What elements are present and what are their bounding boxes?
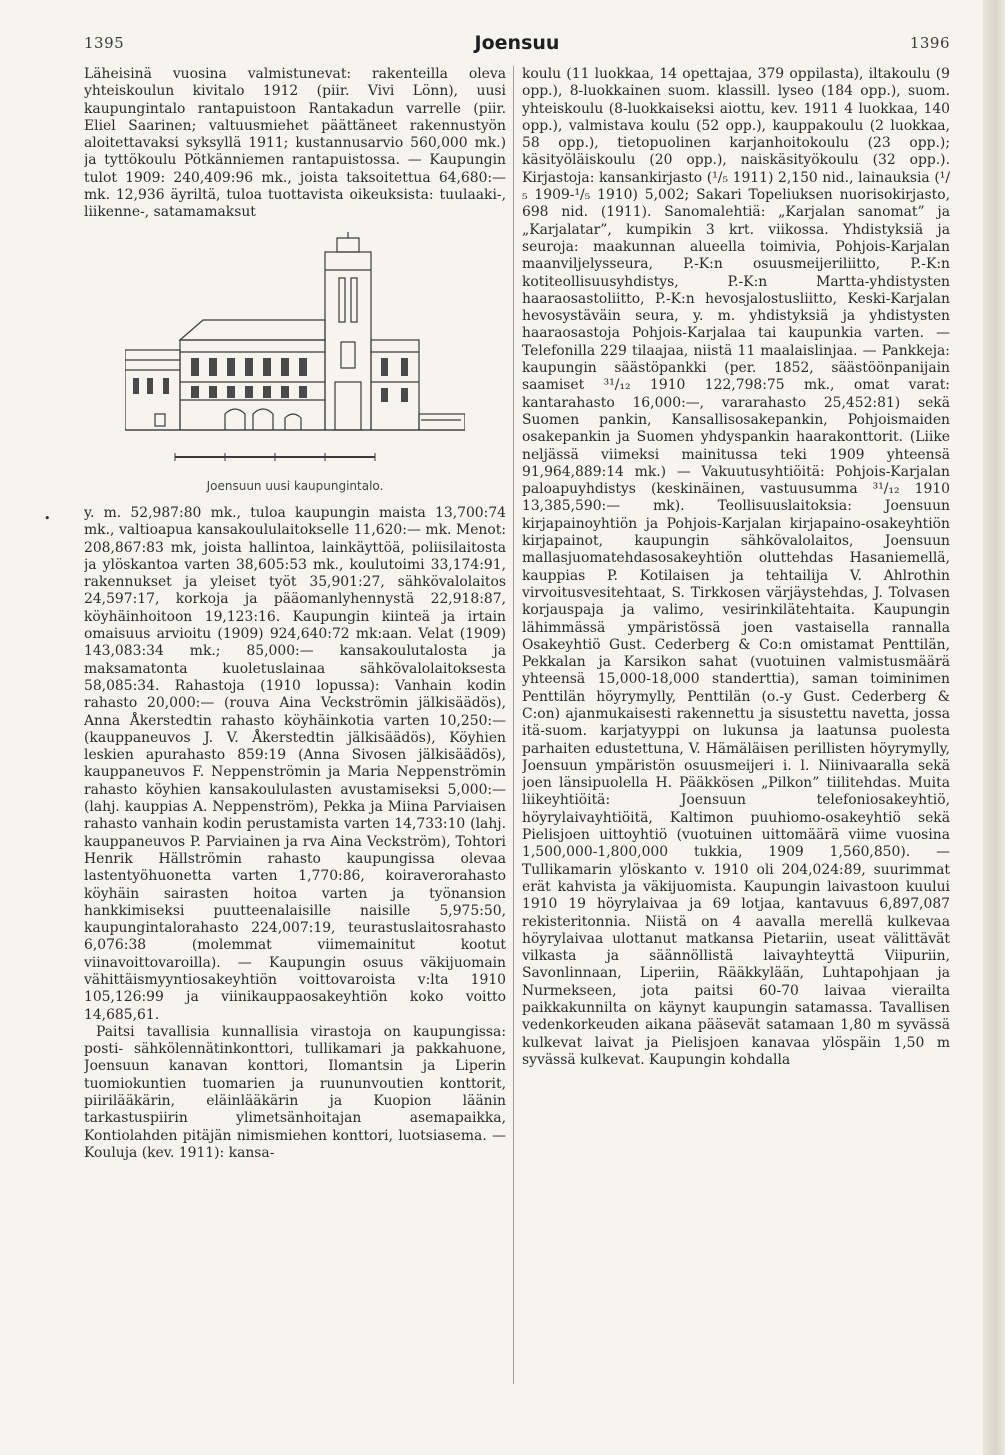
- column-divider: [513, 66, 514, 1384]
- town-hall-elevation-drawing: [125, 232, 465, 472]
- left-paragraph-2: y. m. 52,987:80 mk., tuloa kaupungin maista 13,700:74 mk., valtioapua kansakoululaitokselle 11,620:— mk. Menot: 208,867:83 mk, joista hallintoa, lainkäyttöä, poliisilaitosta ja ylöskantoa varten 38,605:53 mk., koulutoimi 33,174:91, rakennukset ja yleiset työt 35,901:27, sähkövalolaitos 24,597:17, korkoja ja pääomanlyhennystä 22,918:87, köyhäinhoitoon 19,123:16. Kaupungin kiinteä ja irtain omaisuus arvioitu (1909) 924,640:72 mk:aan. Velat (1909) 143,083:34 mk.; 85,000:— kansakoulutalosta ja maksamatonta kuoletuslainaa sähkövalolaitoksesta 58,085:34. Rahastoja (1910 lopussa): Vanhain kodin rahasto 20,000:— (rouva Aina Veckströmin jälkisäädös), Anna Åkerstedtin rahasto köyhäinkotia varten 10,250:— (kauppaneuvos J. V. Åkerstedtin jälkisäädös), Köyhien leskien apurahasto 859:19 (Anna Sivosen jälkisäädös), kauppaneuvos F. Neppenströmin ja Maria Neppenströmin rahasto köyhien kansakoululasten avustamiseksi 5,000:— (lahj. kauppias A. Neppenström), Pekka ja Miina Parviaisen rahasto vanhain kodin perustamista varten 14,733:10 (lahj. kauppaneuvos P. Parviainen ja rva Aina Veckström), Tohtori Henrik Hällströmin rahasto kaupungissa olevaa lastentyöhuonetta varten 1,770:86, koiraverorahasto köyhäin sairasten hoitoa varten ja työnansion hankkimiseksi puutteenalaisille naisille 5,975:50, kaupungintalorahasto 224,007:19, teurastuslaitosrahasto 6,076:38 (molemmat viimemainitut kootut viinavoittovaroilla). — Kaupungin osuus väkijuomain vähittäismyyntiosakeyhtiön voittovaroista v:lta 1910 105,126:99 ja viinikauppaosakeyhtiön koko voitto 14,685,61.: [84, 504, 506, 1023]
- page-header: [84, 32, 950, 56]
- town-hall-figure: [125, 232, 465, 495]
- right-page-number: 1396: [909, 34, 950, 52]
- right-paragraph-1: koulu (11 luokkaa, 14 opettajaa, 379 oppilasta), iltakoulu (9 opp.), 8-luokkainen suom. klassill. lyseo (184 opp.), suom. yhteiskoulu (8-luokkaiseksi aiottu, kev. 1911 4 luokkaa, 140 opp.), valmistava koulu (52 opp.), kauppakoulu (2 luokkaa, 58 opp.), tietopuolinen karjanhoitokoulu (23 opp.); käsityöläiskoulu (20 opp.), naiskäsityökoulu (32 opp.). Kirjastoja: kansankirjasto (¹/₅ 1911) 2,150 nid., lainauksia (¹/₅ 1909-¹/₅ 1910) 5,002; Sakari Topeliuksen nuorisokirjasto, 698 nid. (1911). Sanomalehtiä: „Karjalan sanomat” ja „Karjalatar”, kumpikin 3 krt. viikossa. Yhdistyksiä ja seuroja: maakunnan alueella toimivia, Pohjois-Karjalan maanviljelysseura, P.-K:n osuusmeijeriliitto, P.-K:n kotiteollisuusyhdistys, P.-K:n Martta-yhdistysten haaraosastoliitto, P.-K:n hevosjalostusliitto, Keski-Karjalan hevosystäväin seura, y. m. yhdistyksiä ja yhdistysten haaraosastoja Pohjois-Karjalaa tai kaupunkia varten. — Telefonilla 229 tilaajaa, niistä 11 maalaislinjaa. — Pankkeja: kaupungin säästöpankki (per. 1852, säästöönpanijain saamiset ³¹/₁₂ 1910 122,798:75 mk., omat varat: kantarahasto 16,000:—, vararahasto 25,452:81) sekä Suomen pankin, Kansallisosakepankin, Pohjoismaiden osakepankin ja Suomen yhdyspankin haarakonttorit. (Liike neljässä viimeksi mainitussa teki 1909 yhteensä 91,964,889:14 mk.) — Vakuutusyhtiöitä: Pohjois-Karjalan paloapuyhdistys (keskinäinen, vastuusumma ³¹/₁₂ 1910 13,385,590:— mk). Teollisuuslaitoksia: Joensuun kirjapainoyhtiön ja Pohjois-Karjalan kirjapaino-osakeyhtiön kirjapainot, kaupungin sähkövalolaitos, Joensuun mallasjuomatehdasosakeyhtiön oluttehdas Hasaniemellä, kauppias P. Kotilaisen ja tehtailija V. Ahlrothin virvoitusvesitehtaat, S. Tirkkosen värjäystehdas, J. Tolvasen korjauspaja ja valimo, vesirinkilätehtaita. Kaupungin lähimmässä ympäristössä joen vastaisella rannalla Osakeyhtiö Gust. Cederberg & Co:n omistamat Penttilän, Pekkalan ja Karsikon sahat (vuotuinen valmistusmäärä yhteensä 15,000-18,000 standerttia), saman toiminimen Penttilän höyrymylly, Penttilän (o.-y Gust. Cederberg & C:on) ajanmukaisesti rakennettu ja sisustettu navetta, jossa itä-suom. karjatyyppi on lukunsa ja laatunsa puolesta parhaiten edustettuna, V. Hämäläisen perillisten höyrymylly, Joensuun ympäristön osuusmeijeri i. l. Niinivaaralla sekä joen länsipuolella H. Pääkkösen „Pilkon” tiilitehdas. Muita liikeyhtiöitä: Joensuun telefoniosakeyhtiö, höyrylaivayhtiöitä, Kaltimon puuhiomo-osakeyhtiö sekä Pielisjoen uittoyhtiö (vuotuinen uittomäärä viime vuosina 1,500,000-1,800,000 tukkia, 1909 1,560,850). — Tullikamarin ylöskanto v. 1910 oli 204,024:89, suurimmat erät kahvista ja väkijuomista. Kaupungin laivastoon kuului 1910 19 höyrylaivaa ja 69 lotjaa, kantavuus 6,897,087 rekisteritonnia. Niistä on 4 aavalla merellä kulkevaa höyrylaivaa ulottanut matkansa Pietariin, useat välittävät vilkasta ja säännöllistä laivayhteyttä Viipuriin, Savonlinnaan, Liperiin, Rääkkylään, Luhtapohjaan ja Nurmekseen, jota paitsi 60-70 laivaa vierailta paikkakunnilta on käynyt kaupungin satamassa. Tavallisen vedenkorkeuden aikana pääsevät satamaan 1,80 m syvässä kulkevat laivat ja Pielisjoen kanavaa ylöspäin 1,50 m syvässä kulkevat. Kaupungin kohdalla: [522, 66, 950, 1068]
- left-page-number: 1395: [84, 34, 125, 52]
- left-paragraph-1: Läheisinä vuosina valmistunevat: rakenteilla oleva yhteiskoulun kivitalo 1912 (piir. Vivi Lönn), uusi kaupungintalo rantapuistoon Rantakadun varrelle (piir. Eliel Saarinen; valtuusmiehet päättäneet rakennustyön aloitettavaksi syksyllä 1911; kustannusarvio 560,000 mk.) ja tyttökoulu Pötkänniemen rantapuistossa. — Kaupungin tulot 1909: 240,409:96 mk., joista taksoitettua 64,680:— mk. 12,936 äyriltä, tuloa tuottavista oikeuksista: tuulaaki-, liikenne-, satamamaksut: [84, 66, 506, 221]
- right-column: [522, 66, 950, 1386]
- margin-bullet-mark: •: [44, 512, 51, 525]
- figure-caption: Joensuun uusi kaupungintalo.: [206, 478, 384, 493]
- page-edge-shadow: [983, 0, 1005, 1455]
- left-paragraph-3: Paitsi tavallisia kunnallisia virastoja on kaupungissa: posti- sähkölennätinkonttori, tullikamari ja pakkahuone, Joensuun kanavan konttori, Ilomantsin ja Liperin tuomiokuntien tuomarien ja ruununvoutien konttorit, piirilääkärin, eläinlääkärin ja Kuopion läänin tarkastuspiirin ylimetsänhoitajan asemapaikka, Kontiolahden pitäjän nimismiehen konttori, luotsiasema. — Kouluja (kev. 1911): kansa-: [84, 1023, 506, 1161]
- page-title: Joensuu: [474, 32, 560, 54]
- left-column: [84, 66, 506, 1386]
